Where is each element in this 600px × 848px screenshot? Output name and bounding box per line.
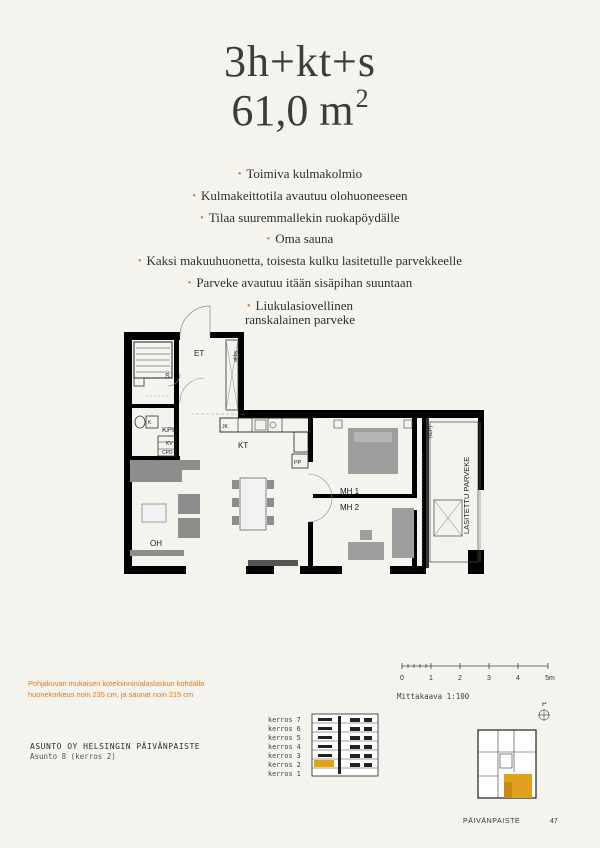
label-cpd: CPD [162,450,173,456]
highlighted-floor [314,760,334,767]
feature-item [0,273,600,295]
scale-bar [395,660,565,688]
page-number: 47 [550,818,558,825]
label-pp: PP [294,460,302,466]
room-label-balcony: LASITETTU PARVEKE [462,456,471,534]
feature-text: Tilaa suuremmallekin ruokapöydälle [208,209,400,225]
key-plan [474,702,564,802]
bullet-icon: • [200,212,204,224]
scale-tick-label: 0 [400,675,404,682]
label-k: K [148,420,152,426]
apartment-area-title [0,86,600,133]
area-value: 61,0 m [231,86,354,135]
floor-label: kerros 4 [268,743,301,751]
company-name: ASUNTO OY HELSINGIN PÄIVÄNPAISTE [30,742,201,751]
footer-brand: PÄIVÄNPAISTE [463,818,521,825]
label-akby: akby [233,350,239,362]
label-ilp: (ILP) [428,426,434,438]
room-label-mh2: MH 2 [340,503,360,512]
room-label-s: S [165,373,170,380]
room-label-kt: KT [238,441,249,450]
floor-label: kerros 2 [268,761,301,769]
room-label-kph: KPH [162,425,178,434]
bullet-icon: • [187,277,192,289]
feature-item [0,229,600,251]
room-label-et: ET [194,349,205,358]
floor-list [268,716,301,779]
feature-list [0,164,600,326]
feature-text: Parveke avautuu itään sisäpihan suuntaan [196,274,413,290]
feature-text: Toimiva kulmakolmio [246,166,363,181]
feature-text: ranskalainen parveke [244,311,356,327]
note-line: Pohjakuvan mukaisen koteloinnin/alaslaskun kohdalla [28,679,205,688]
feature-text: Kaksi makuuhuonetta, toisesta kulku lasitetulle parvekkeelle [146,253,463,269]
bullet-icon: • [266,234,271,246]
floor-label: kerros 6 [268,725,301,733]
label-kv: KV [166,441,173,447]
feature-item [0,164,600,186]
scale-tick-label: 5m [545,675,555,682]
scale-tick-label: 2 [458,675,462,682]
apartment-type-title: 3h+kt+s [224,37,376,86]
note-line: huonekorkeus noin 235 cm, ja saunat noin 215 cm [28,689,194,699]
label-jk: JK [222,424,228,430]
area-unit-superscript: 2 [355,84,369,113]
feature-item [0,186,600,208]
bullet-icon: • [192,190,196,202]
feature-item [0,208,600,230]
bullet-icon: • [137,256,142,268]
scale-tick-label: 3 [487,675,491,682]
room-label-oh: OH [150,539,162,548]
north-label: P [542,702,547,708]
room-label-mh1: MH 1 [340,487,360,496]
floor-label: kerros 1 [268,770,301,778]
scale-label: Mittakaava 1:100 [397,692,470,701]
feature-text: Oma sauna [275,231,334,247]
scale-tick-label: 1 [429,675,433,682]
balcony [430,422,480,562]
floor-label: kerros 5 [268,734,301,742]
bullet-icon: • [237,169,242,180]
floor-plan [122,304,488,576]
feature-text: Liukulasiovellinen [255,297,353,313]
unit-label: Asunto 8 (kerros 2) [30,752,116,761]
scale-tick-label: 4 [516,675,520,682]
north-icon [538,709,550,721]
building-elevation [310,712,382,778]
feature-text: Kulmakeittotila avautuu olohuoneeseen [201,187,408,203]
feature-item [0,251,600,273]
bullet-icon: • [247,300,251,312]
floor-label: kerros 3 [268,752,301,760]
ceiling-height-note [28,679,268,700]
floor-label: kerros 7 [268,716,301,724]
